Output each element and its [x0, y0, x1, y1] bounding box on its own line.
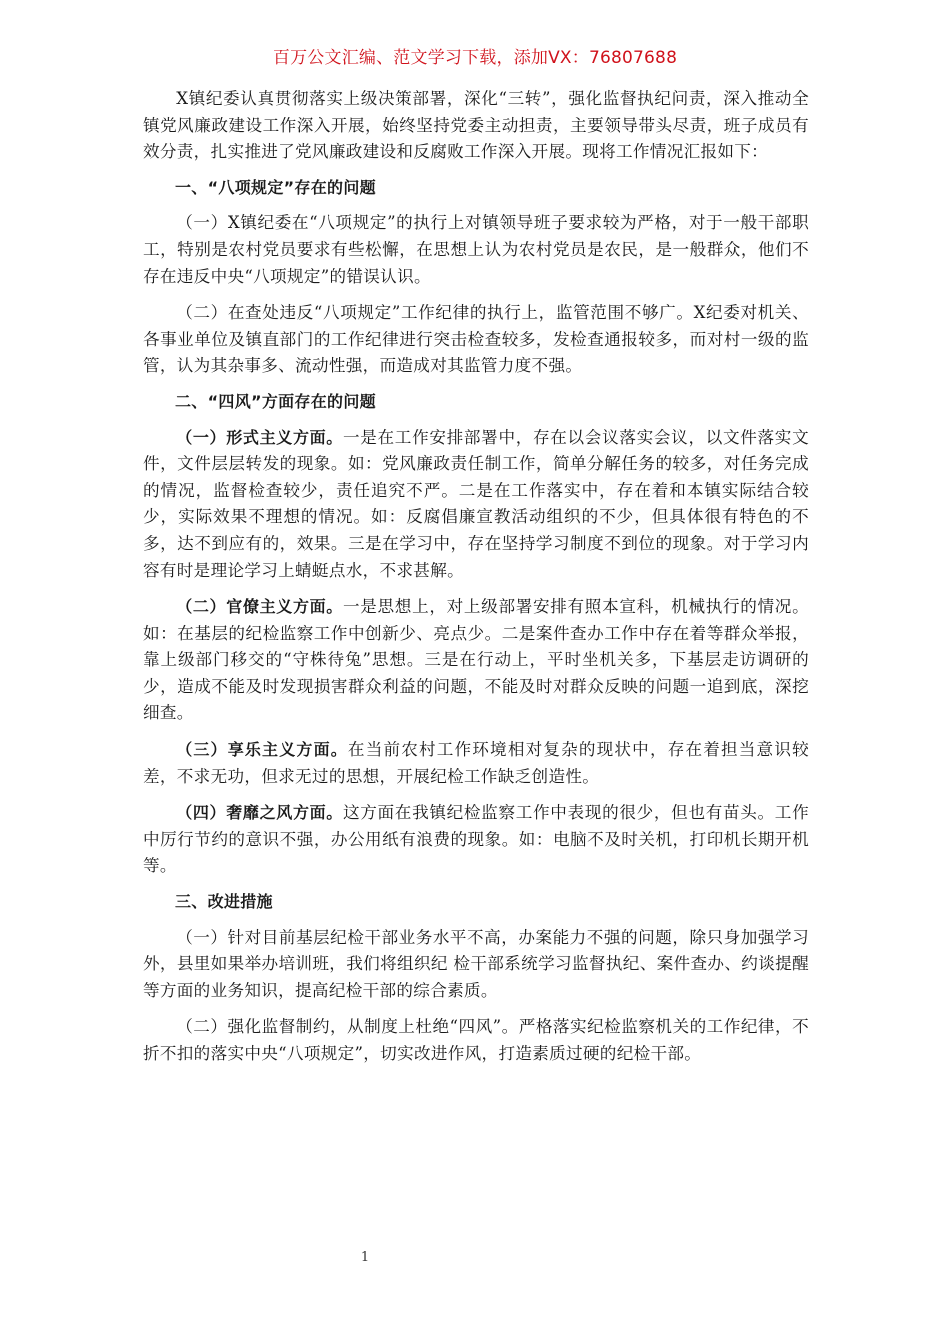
item-lead: （一）形式主义方面。	[176, 427, 343, 447]
section3-paragraph-1: （一）针对目前基层纪检干部业务水平不高，办案能力不强的问题，除只身加强学习外，县里如果举办培训班，我们将组织纪 检干部系统学习监督执纪、案件查办、约谈提醒等方面的业务知识，提高纪检干部的综合素质。	[143, 927, 809, 1000]
item-lead: （三）享乐主义方面。	[176, 740, 348, 760]
section1-paragraph-1: （一）X镇纪委在“八项规定”的执行上对镇领导班子要求较为严格，对于一般干部职工，特别是农村党员要求有些松懈，在思想上认为农村党员是农民，是一般群众，他们不存在违反中央“八项规定”的错误认识。	[143, 213, 809, 286]
page-number: 1	[360, 1250, 370, 1265]
section-heading-1: 一、“八项规定”存在的问题	[175, 177, 376, 197]
item-lead: （四）奢靡之风方面。	[176, 803, 343, 823]
item-text: 这方面在我镇纪检监察工作中表现的很少，但也有苗头。工作中厉行节约的意识不强，办公用纸有浪费的现象。如：电脑不及时关机，打印机长期开机等。	[143, 803, 809, 876]
item-text: 一是在工作安排部署中，存在以会议落实会议，以文件落实文件，文件层层转发的现象。如：党风廉政责任制工作，简单分解任务的较多，对任务完成的情况，监督检查较少，责任追究不严。二是在工作落实中，存在着和本镇实际结合较少，实际效果不理想的情况。如：反腐倡廉宣教活动组织的不少，但具体很有特色的不多，达不到应有的，效果。三是在学习中，存在坚持学习制度不到位的现象。对于学习内容有时是理论学习上蜻蜓点水，不求甚解。	[143, 427, 809, 580]
intro-paragraph: X镇纪委认真贯彻落实上级决策部署，深化“三转”，强化监督执纪问责，深入推动全镇党风廉政建设工作深入开展，始终坚持党委主动担责，主要领导带头尽责，班子成员有效分责，扎实推进了党风廉政建设和反腐败工作深入开展。现将工作情况汇报如下：	[143, 89, 809, 162]
section2-item-1	[143, 425, 809, 585]
document-body	[143, 86, 809, 1068]
section1-paragraph-2: （二）在查处违反“八项规定”工作纪律的执行上，监管范围不够广。X纪委对机关、各事业单位及镇直部门的工作纪律进行突击检查较多，发检查通报较多，而对村一级的监管，认为其杂事多、流动性强，而造成对其监管力度不强。	[143, 303, 809, 376]
item-lead: （二）官僚主义方面。	[176, 597, 343, 617]
section2-item-3	[143, 737, 809, 790]
item-text: 一是思想上，对上级部署安排有照本宣科，机械执行的情况。如：在基层的纪检监察工作中创新少、亮点少。二是案件查办工作中存在着等群众举报，靠上级部门移交的“守株待兔”思想。三是在行动上，平时坐机关多，下基层走访调研的少，造成不能及时发现损害群众利益的问题，不能及时对群众反映的问题一追到底，深挖细查。	[143, 597, 809, 723]
section-heading-3: 三、改进措施	[175, 892, 273, 912]
section-heading-2: 二、“四风”方面存在的问题	[175, 391, 376, 411]
section2-item-2	[143, 594, 809, 727]
promo-banner: 百万公文汇编、范文学习下载，添加VX：76807688	[272, 48, 678, 68]
section2-item-4	[143, 800, 809, 880]
item-text: 在当前农村工作环境相对复杂的现状中，存在着担当意识较差，不求无功，但求无过的思想，开展纪检工作缺乏创造性。	[143, 740, 809, 786]
section3-paragraph-2: （二）强化监督制约，从制度上杜绝“四风”。严格落实纪检监察机关的工作纪律，不折不扣的落实中央“八项规定”，切实改进作风，打造素质过硬的纪检干部。	[143, 1017, 809, 1063]
